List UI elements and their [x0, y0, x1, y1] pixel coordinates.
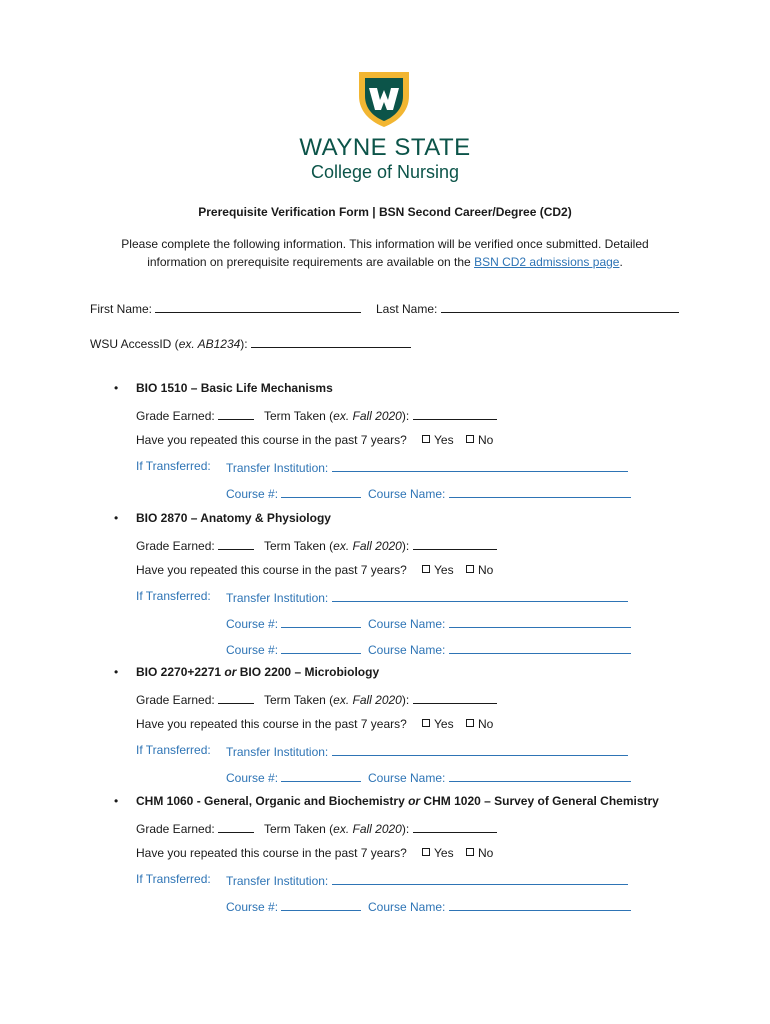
course-title-part2: CHM 1020 – Survey of General Chemistry [420, 794, 659, 808]
grade-field[interactable] [218, 820, 254, 833]
course-name-row [368, 769, 631, 785]
course-title-part1: BIO 2870 – Anatomy & Physiology [136, 511, 331, 525]
wayne-state-logo [355, 70, 413, 128]
checkbox-icon[interactable] [422, 435, 430, 443]
transfer-institution-field[interactable] [332, 743, 628, 756]
checkbox-icon[interactable] [466, 719, 474, 727]
checkbox-icon[interactable] [466, 565, 474, 573]
course-number-label: Course #: [226, 900, 279, 914]
grade-label: Grade Earned: [136, 539, 215, 553]
course-name-row [368, 641, 631, 657]
bullet: • [114, 794, 119, 808]
course-heading [136, 381, 333, 395]
if-transferred-label: If Transferred: [136, 872, 211, 886]
access-id-field[interactable] [251, 335, 411, 348]
term-row [264, 691, 497, 707]
grade-row [136, 820, 254, 836]
transfer-institution-row [226, 589, 628, 605]
bullet: • [114, 381, 119, 395]
brand-college: College of Nursing [310, 162, 460, 182]
repeat-question: Have you repeated this course in the past 7 years? [136, 433, 407, 447]
brand-name: WAYNE STATE [299, 134, 471, 161]
grade-label: Grade Earned: [136, 409, 215, 423]
repeat-no-option[interactable]: No [466, 846, 493, 860]
course-name-row [368, 615, 631, 631]
checkbox-icon[interactable] [422, 719, 430, 727]
grade-row [136, 407, 254, 423]
course-name-row [368, 485, 631, 501]
course-number-row [226, 769, 361, 785]
if-transferred-label: If Transferred: [136, 459, 211, 473]
course-number-field[interactable] [281, 615, 361, 628]
term-field[interactable] [413, 407, 497, 420]
first-name-row [90, 300, 361, 316]
course-heading [136, 511, 331, 525]
last-name-row [376, 300, 679, 316]
repeat-no-option[interactable]: No [466, 717, 493, 731]
checkbox-icon[interactable] [466, 848, 474, 856]
term-field[interactable] [413, 537, 497, 550]
course-number-field[interactable] [281, 485, 361, 498]
transfer-institution-row [226, 872, 628, 888]
term-label: Term Taken (ex. Fall 2020): [264, 539, 410, 553]
transfer-institution-row [226, 459, 628, 475]
term-row [264, 537, 497, 553]
course-title-or: or [408, 794, 421, 808]
repeat-yes-option[interactable]: Yes [422, 433, 454, 447]
repeat-question: Have you repeated this course in the past 7 years? [136, 717, 407, 731]
bullet: • [114, 511, 119, 525]
course-title-part1: BIO 1510 – Basic Life Mechanisms [136, 381, 333, 395]
transfer-institution-label: Transfer Institution: [226, 461, 329, 475]
transfer-institution-label: Transfer Institution: [226, 591, 329, 605]
form-title: Prerequisite Verification Form | BSN Second Career/Degree (CD2) [198, 205, 572, 219]
bullet: • [114, 665, 119, 679]
course-number-row [226, 485, 361, 501]
if-transferred-label: If Transferred: [136, 743, 211, 757]
grade-field[interactable] [218, 537, 254, 550]
grade-row [136, 537, 254, 553]
grade-field[interactable] [218, 407, 254, 420]
first-name-field[interactable] [155, 300, 361, 313]
course-number-label: Course #: [226, 771, 279, 785]
course-title-part1: CHM 1060 - General, Organic and Biochemistry [136, 794, 409, 808]
transfer-institution-row [226, 743, 628, 759]
term-label: Term Taken (ex. Fall 2020): [264, 822, 410, 836]
grade-label: Grade Earned: [136, 693, 215, 707]
term-label: Term Taken (ex. Fall 2020): [264, 409, 410, 423]
intro-paragraph: Please complete the following information. This information will be verified once submitted. Detailed information on prerequisite requirements are available on the BSN CD2 admissions page. [121, 237, 649, 269]
course-name-field[interactable] [449, 769, 631, 782]
course-number-field[interactable] [281, 641, 361, 654]
course-name-field[interactable] [449, 615, 631, 628]
course-heading [136, 794, 659, 808]
transfer-institution-field[interactable] [332, 459, 628, 472]
repeat-yes-option[interactable]: Yes [422, 563, 454, 577]
checkbox-icon[interactable] [422, 848, 430, 856]
term-row [264, 407, 497, 423]
course-name-row [368, 898, 631, 914]
transfer-institution-label: Transfer Institution: [226, 874, 329, 888]
term-row [264, 820, 497, 836]
grade-field[interactable] [218, 691, 254, 704]
course-heading [136, 665, 379, 679]
shield-w-icon [355, 70, 413, 128]
transfer-institution-field[interactable] [332, 872, 628, 885]
course-number-row [226, 641, 361, 657]
course-number-row [226, 615, 361, 631]
transfer-institution-label: Transfer Institution: [226, 745, 329, 759]
checkbox-icon[interactable] [422, 565, 430, 573]
last-name-label: Last Name: [376, 302, 438, 316]
course-title-part1: BIO 2270+2271 [136, 665, 225, 679]
grade-row [136, 691, 254, 707]
term-field[interactable] [413, 820, 497, 833]
first-name-label: First Name: [90, 302, 153, 316]
course-title-part2: BIO 2200 – Microbiology [236, 665, 380, 679]
repeat-yes-option[interactable]: Yes [422, 717, 454, 731]
course-number-row [226, 898, 361, 914]
course-name-label: Course Name: [368, 900, 446, 914]
course-number-label: Course #: [226, 487, 279, 501]
course-name-field[interactable] [449, 485, 631, 498]
course-name-field[interactable] [449, 641, 631, 654]
repeat-no-option[interactable]: No [466, 563, 493, 577]
access-id-label: WSU AccessID (ex. AB1234): [90, 337, 248, 351]
last-name-field[interactable] [441, 300, 679, 313]
course-number-label: Course #: [226, 617, 279, 631]
course-name-label: Course Name: [368, 771, 446, 785]
course-title-or: or [224, 665, 237, 679]
admissions-page-link[interactable]: BSN CD2 admissions page [474, 255, 620, 269]
course-name-label: Course Name: [368, 643, 446, 657]
repeat-question: Have you repeated this course in the past 7 years? [136, 563, 407, 577]
term-field[interactable] [413, 691, 497, 704]
course-name-field[interactable] [449, 898, 631, 911]
course-number-field[interactable] [281, 769, 361, 782]
course-name-label: Course Name: [368, 487, 446, 501]
if-transferred-label: If Transferred: [136, 589, 211, 603]
repeat-yes-option[interactable]: Yes [422, 846, 454, 860]
term-label: Term Taken (ex. Fall 2020): [264, 693, 410, 707]
course-number-field[interactable] [281, 898, 361, 911]
course-name-label: Course Name: [368, 617, 446, 631]
grade-label: Grade Earned: [136, 822, 215, 836]
course-number-label: Course #: [226, 643, 279, 657]
transfer-institution-field[interactable] [332, 589, 628, 602]
repeat-no-option[interactable]: No [466, 433, 493, 447]
repeat-question: Have you repeated this course in the past 7 years? [136, 846, 407, 860]
access-id-row [90, 335, 411, 351]
checkbox-icon[interactable] [466, 435, 474, 443]
